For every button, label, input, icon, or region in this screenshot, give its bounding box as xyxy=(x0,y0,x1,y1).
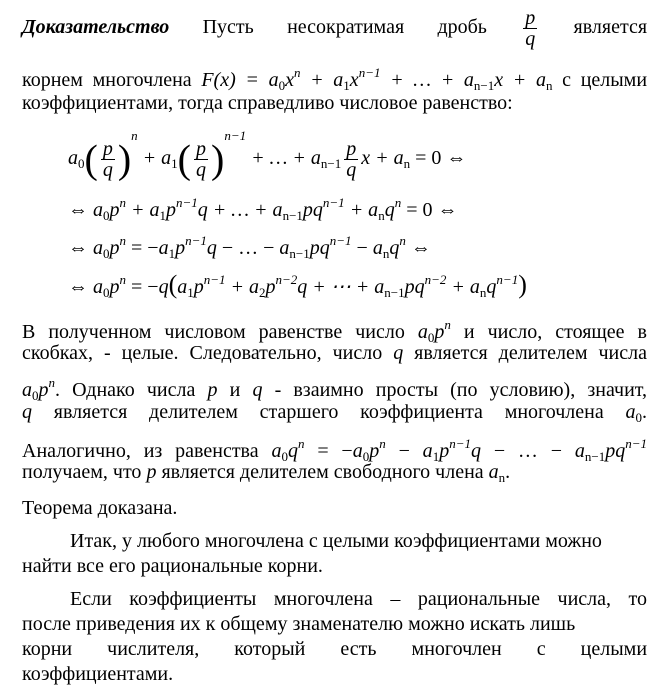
para3-line-3: корни числителя, который есть многочлен с целыми xyxy=(22,638,648,660)
para1-line-4: q является делителем старшего коэффициента многочлена $a_0$. xyxy=(22,401,648,425)
polynomial-formula: $F(x) = a_0x^n + a_1x^{n-1}$ + … + $a_{n-1}x + a_n$ xyxy=(201,65,553,93)
text: корнем xyxy=(22,69,83,91)
para3-line-1: Если коэффициенты многочлена – рациональные числа, то xyxy=(70,588,647,610)
text: является xyxy=(573,16,648,39)
para2-line-1: Итак, у любого многочлена с целыми коэффициентами можно xyxy=(70,530,602,552)
para1-line-6: получаем, что p является делителем свободного члена $a_n$. xyxy=(22,461,511,485)
proof-line-3: коэффициентами, тогда справедливо числовое равенство: xyxy=(22,92,513,114)
equation-4: ⇔ $a_0p^n = -q(a_1p^{n-1} + a_2p^{n-2}q$ + ⋯ + $a_{n-1}pq^{n-2} + a_nq^{n-1}$) xyxy=(68,270,527,300)
text: несократимая xyxy=(287,16,405,39)
equation-3: ⇔ $a_0p^n = -a_1p^{n-1}q$ − … − $a_{n-1}pq^{n-1} - a_nq^n$ ⇔ xyxy=(68,233,431,261)
text: целыми xyxy=(580,69,648,91)
proof-line-1 xyxy=(22,8,647,49)
proof-heading: Доказательство xyxy=(22,16,170,39)
para1-line-5: Аналогично, из равенства $a_0q^n = -a_0p^n - a_1p^{n-1}q$ − … − $a_{n-1}pq^{n-1}$ xyxy=(22,436,648,464)
para3-line-4: коэффициентами. xyxy=(22,663,174,685)
para1-line-3: $a_0p^n$. Однако числа p и q - взаимно просты (по условию), значит, xyxy=(22,375,648,403)
equation-1: $a_0$( $\frac{p}{q}$ )$^n + a_1$( $\frac{p}{q}$ )$^{n-1}$ + … + $a_{n-1}$ $\frac{p}{q}$ $x + a_n = 0$ ⇔ xyxy=(68,128,467,182)
para1-line-1: В полученном числовом равенстве число $a_0p^n$ и число, стоящее в xyxy=(22,317,647,345)
equation-2: ⇔ $a_0p^n + a_1p^{n-1}q$ + … + $a_{n-1}pq^{n-1} + a_nq^n = 0$ ⇔ xyxy=(68,195,458,223)
fraction-p-over-q: $\frac{p}{q}$ xyxy=(525,7,536,50)
text: дробь xyxy=(437,16,487,39)
text: многочлена xyxy=(92,69,192,91)
para1-line-2: скобках, - целые. Следовательно, число q является делителем числа xyxy=(22,342,647,364)
text: с xyxy=(562,69,572,91)
para2-line-2: найти все его рациональные корни. xyxy=(22,555,323,577)
theorem-proved: Теорема доказана. xyxy=(22,497,178,519)
text: Пусть xyxy=(202,16,254,39)
para3-line-2: после приведения их к общему знаменателю можно искать лишь xyxy=(22,613,576,635)
